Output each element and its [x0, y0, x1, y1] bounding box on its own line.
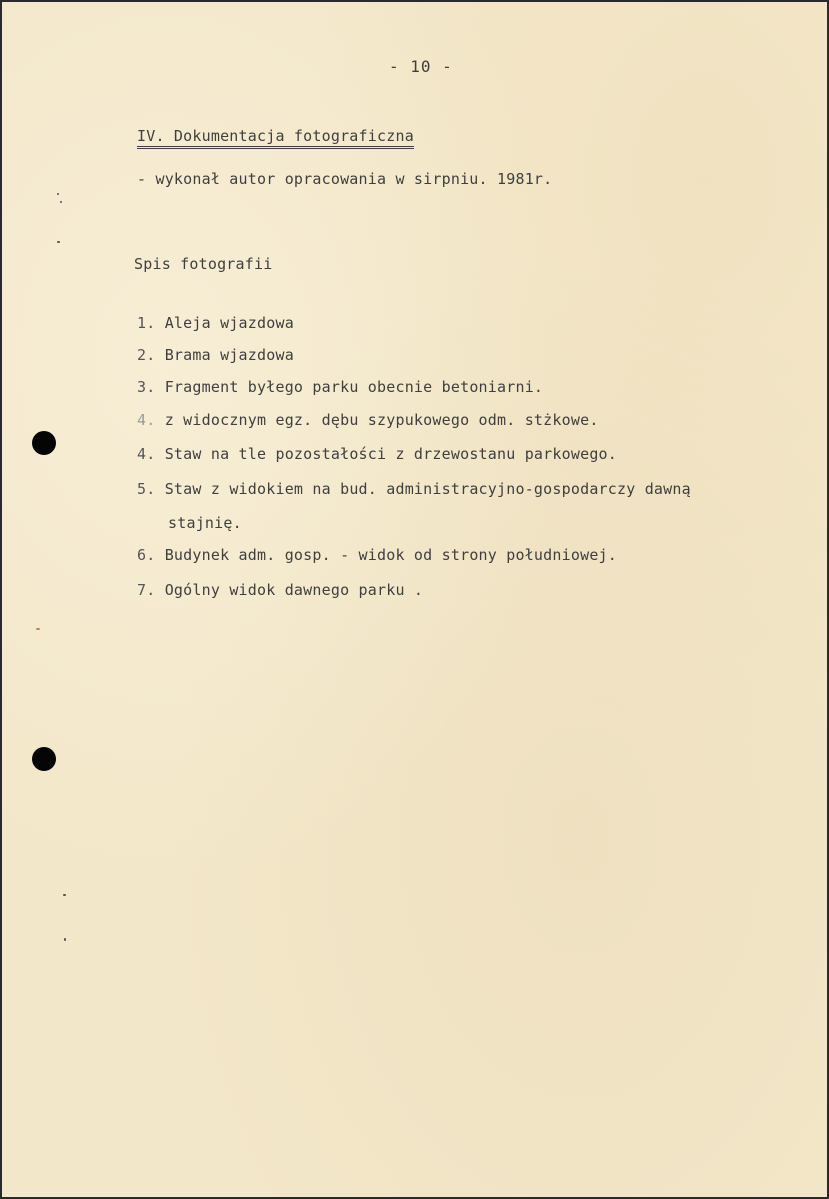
section-title: IV. Dokumentacja fotograficzna	[137, 127, 414, 145]
paper-speck	[57, 241, 60, 243]
list-item	[137, 378, 543, 396]
paper-speck	[60, 201, 62, 203]
item-text: Brama wjazdowa	[164, 346, 294, 364]
punch-hole	[32, 747, 56, 771]
list-item-continuation	[168, 514, 242, 532]
punch-hole	[32, 431, 56, 455]
list-item	[137, 445, 617, 463]
paper-speck	[64, 938, 66, 941]
item-text: Aleja wjazdowa	[164, 314, 294, 332]
list-item	[137, 480, 691, 498]
item-number: 4.	[137, 445, 156, 463]
item-text: Ogólny widok dawnego parku .	[164, 581, 424, 599]
page-border-left	[0, 0, 2, 1199]
item-text: z widocznym egz. dębu szypukowego odm. stżkowe.	[164, 411, 599, 429]
item-text: stajnię.	[168, 514, 242, 532]
paper-speck	[36, 628, 40, 630]
paper-speck	[57, 193, 59, 195]
list-heading: Spis fotografii	[134, 255, 273, 273]
item-text: Fragment byłego parku obecnie betoniarni.	[164, 378, 544, 396]
page-number: - 10 -	[389, 57, 453, 76]
item-number: 4.	[137, 411, 156, 429]
author-line: - wykonał autor opracowania w sirpniu. 1981r.	[137, 170, 553, 188]
item-text: Staw z widokiem na bud. administracyjno-gospodarczy dawną	[164, 480, 691, 498]
list-item	[137, 346, 294, 364]
item-number: 3.	[137, 378, 156, 396]
item-number: 1.	[137, 314, 156, 332]
item-number: 7.	[137, 581, 156, 599]
list-item	[137, 546, 617, 564]
page-border-top	[0, 0, 829, 2]
paper-speck	[63, 894, 66, 896]
item-text: Budynek adm. gosp. - widok od strony południowej.	[164, 546, 618, 564]
item-number: 5.	[137, 480, 156, 498]
item-number: 2.	[137, 346, 156, 364]
item-text: Staw na tle pozostałości z drzewostanu parkowego.	[164, 445, 618, 463]
list-item	[137, 314, 294, 332]
item-number: 6.	[137, 546, 156, 564]
list-item	[137, 581, 423, 599]
list-item	[137, 411, 599, 429]
